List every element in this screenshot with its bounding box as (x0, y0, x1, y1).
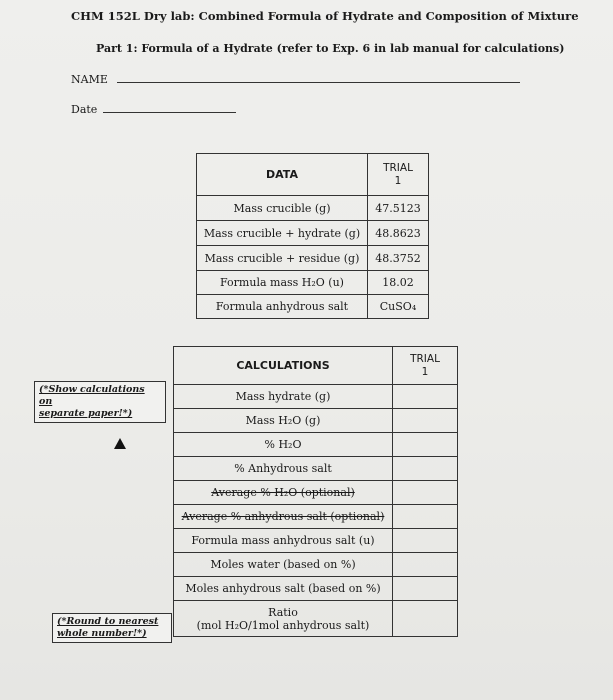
calc-row-label: % Anhydrous salt (174, 457, 393, 481)
calc-answer-cell[interactable] (393, 601, 458, 637)
calc-answer-cell[interactable] (393, 481, 458, 505)
data-row-label: Mass crucible + hydrate (g) (197, 221, 368, 246)
round-note (52, 613, 172, 643)
calc-row-label: % H₂O (174, 433, 393, 457)
trial-column-header (368, 154, 429, 196)
show-calculations-note (34, 381, 166, 423)
calculations-column-header: CALCULATIONS (174, 347, 393, 385)
ratio-label: Ratio (268, 605, 298, 619)
page-title: CHM 152L Dry lab: Combined Formula of Hydrate and Composition of Mixture (71, 9, 579, 23)
calc-row-label: Moles water (based on %) (174, 553, 393, 577)
calc-answer-cell[interactable] (393, 505, 458, 529)
ratio-sublabel: (mol H₂O/1mol anhydrous salt) (196, 618, 370, 632)
data-row-label: Formula mass H₂O (u) (197, 271, 368, 295)
mouse-cursor-icon (114, 438, 126, 449)
calc-answer-cell[interactable] (393, 529, 458, 553)
trial-column-header (393, 347, 458, 385)
calc-answer-cell[interactable] (393, 385, 458, 409)
name-field-line[interactable] (117, 82, 520, 83)
calc-row-label-struck: Average % anhydrous salt (optional) (174, 505, 393, 529)
data-row-label: Mass crucible (g) (197, 196, 368, 221)
data-table (196, 153, 429, 319)
name-label: NAME (71, 73, 108, 86)
data-row-value: 48.3752 (368, 246, 429, 271)
calc-answer-cell[interactable] (393, 457, 458, 481)
data-row-label: Formula anhydrous salt (197, 295, 368, 319)
round-note-line2: whole number!*) (57, 628, 147, 639)
date-field-line[interactable] (103, 112, 236, 113)
data-row-value: 47.5123 (368, 196, 429, 221)
trial-header-label: TRIAL (410, 352, 440, 365)
calc-answer-cell[interactable] (393, 409, 458, 433)
trial-header-label: TRIAL (383, 161, 413, 174)
calc-row-label: Mass hydrate (g) (174, 385, 393, 409)
calc-row-label: Moles anhydrous salt (based on %) (174, 577, 393, 601)
calc-answer-cell[interactable] (393, 577, 458, 601)
calc-row-label-struck: Average % H₂O (optional) (174, 481, 393, 505)
data-row-label: Mass crucible + residue (g) (197, 246, 368, 271)
page-subtitle: Part 1: Formula of a Hydrate (refer to Exp. 6 in lab manual for calculations) (96, 42, 565, 55)
calc-row-label-ratio (174, 601, 393, 637)
calc-row-label: Formula mass anhydrous salt (u) (174, 529, 393, 553)
calc-row-label: Mass H₂O (g) (174, 409, 393, 433)
show-calc-note-line1: (*Show calculations on (39, 384, 145, 407)
data-row-value: 18.02 (368, 271, 429, 295)
show-calc-note-line2: separate paper!*) (39, 408, 133, 419)
calculations-table (173, 346, 458, 637)
data-column-header: DATA (197, 154, 368, 196)
data-row-value: 48.8623 (368, 221, 429, 246)
round-note-line1: (*Round to nearest (57, 616, 159, 627)
trial-header-number: 1 (394, 174, 402, 187)
trial-header-number: 1 (421, 365, 429, 378)
calc-answer-cell[interactable] (393, 553, 458, 577)
calc-answer-cell[interactable] (393, 433, 458, 457)
data-row-value: CuSO₄ (368, 295, 429, 319)
date-label: Date (71, 103, 98, 116)
